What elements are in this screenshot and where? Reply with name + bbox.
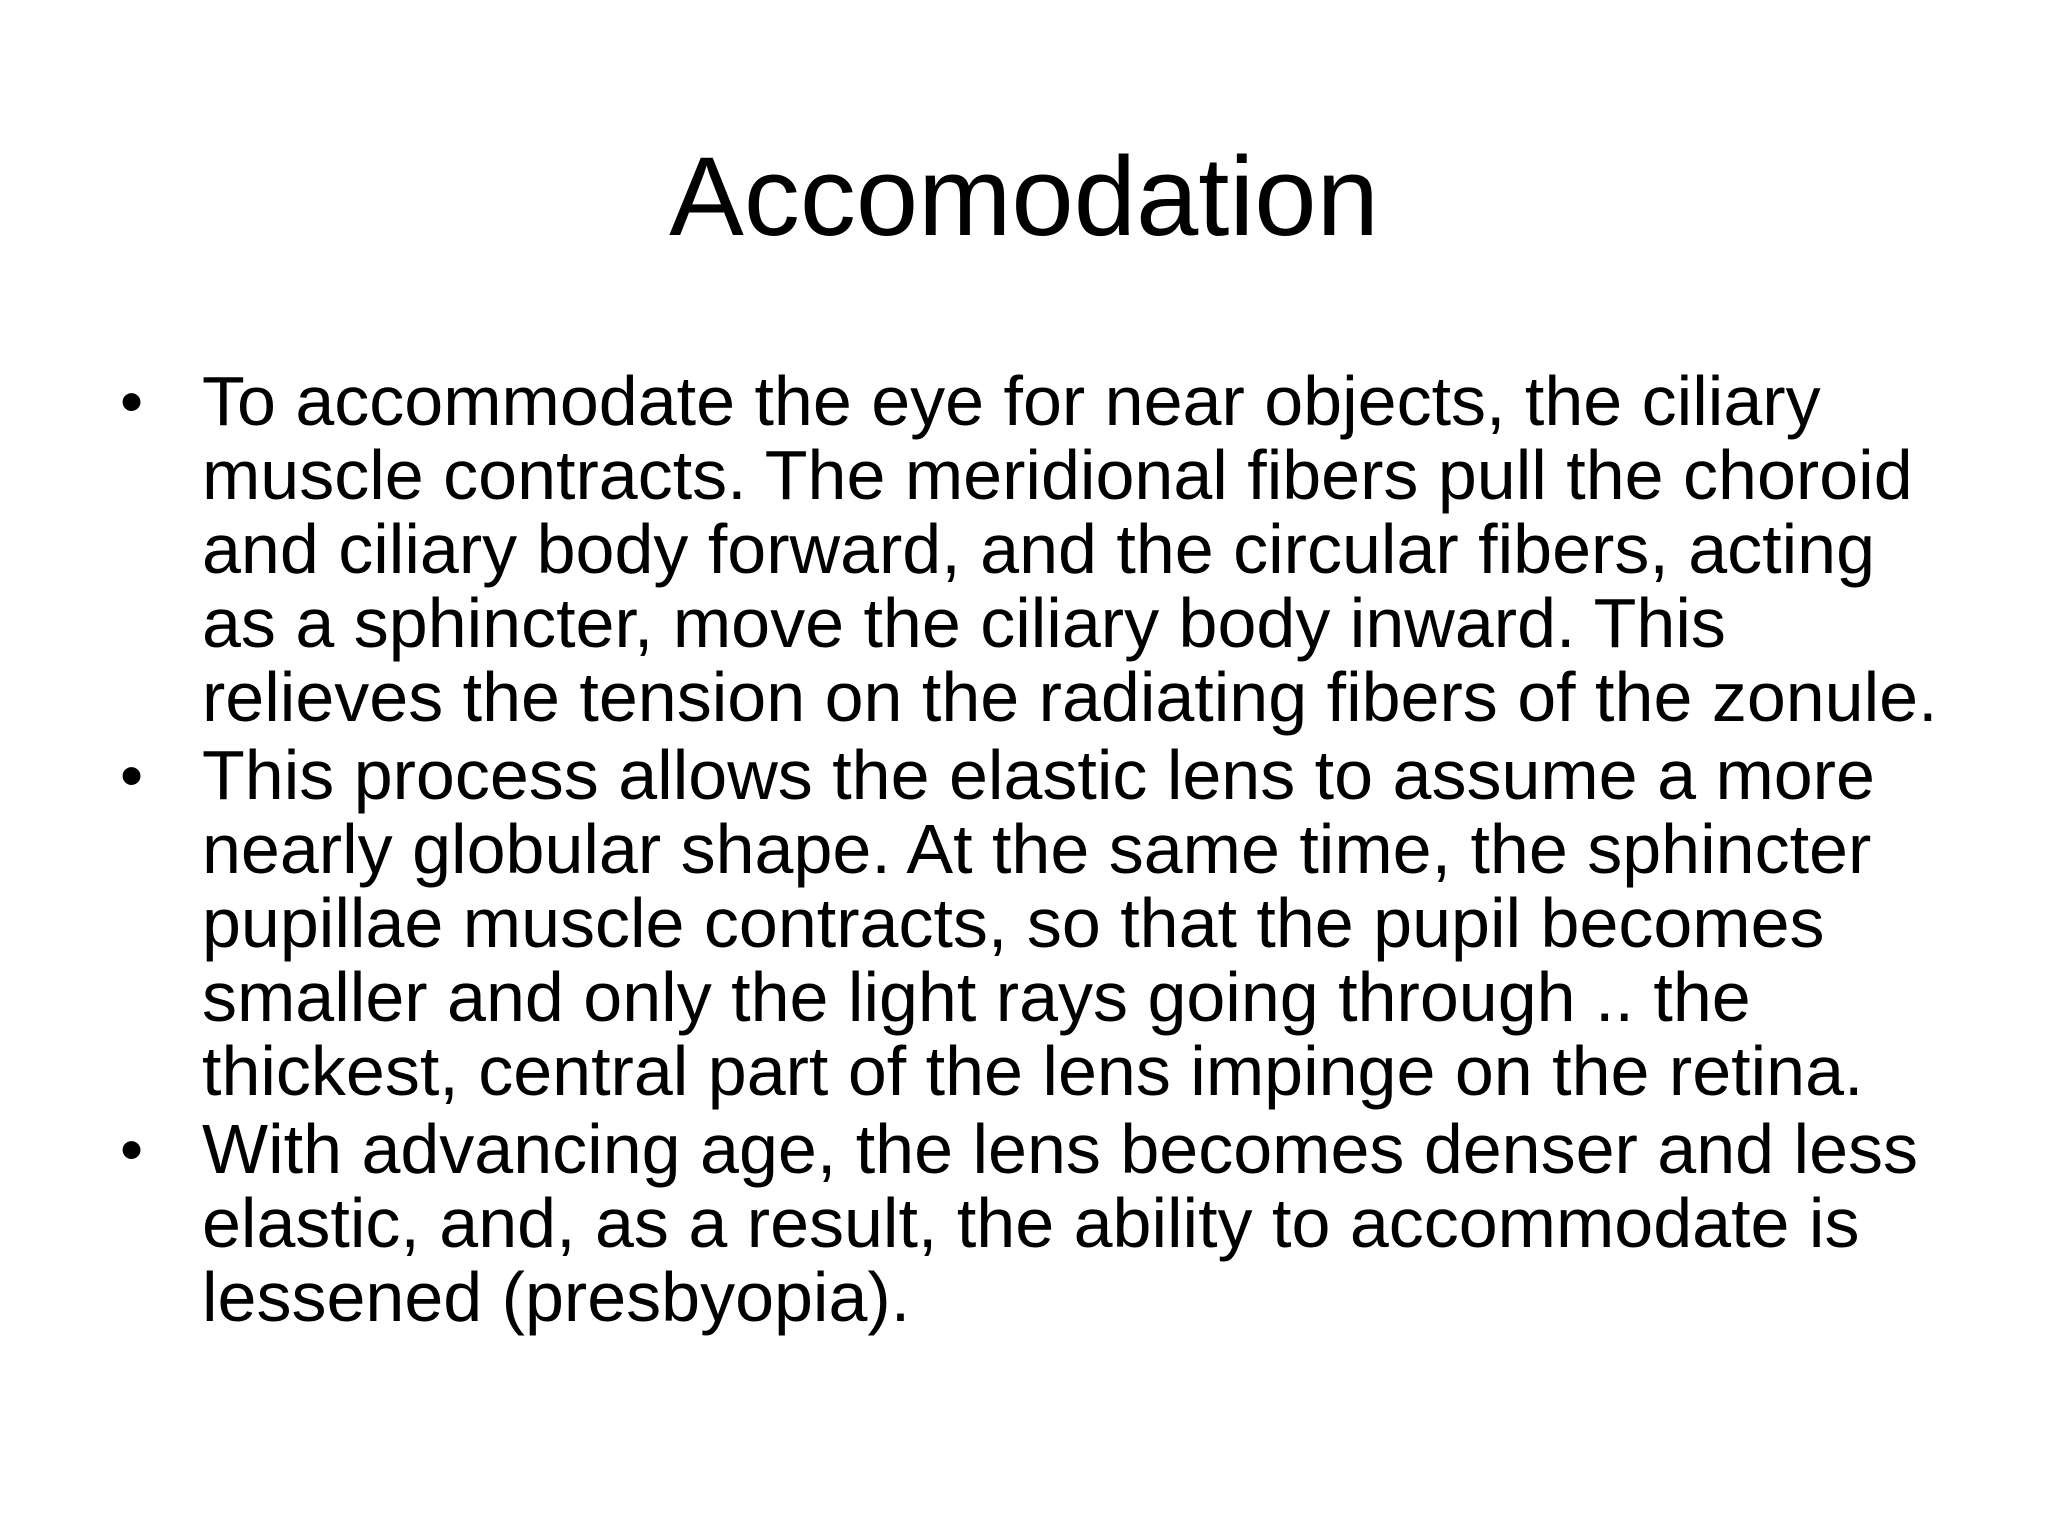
- bullet-marker-icon: •: [120, 364, 144, 438]
- bullet-list: [118, 364, 1953, 1338]
- bullet-text-2: This process allows the elastic lens to assume a more nearly globular shape. At the same time, the sphincter pupillae muscle contracts, so that the pupil becomes smaller and only the light rays going through .. the thickest, central part of the lens impinge on the retina.: [202, 736, 1875, 1110]
- bullet-marker-icon: •: [120, 1112, 144, 1186]
- bullet-text-1: To accommodate the eye for near objects, the ciliary muscle contracts. The meridional fibers pull the choroid and ciliary body forward, and the circular fibers, acting as a sphincter, move the ciliary body inward. This relieves the tension on the radiating fibers of the zonule.: [202, 362, 1938, 736]
- bullet-marker-icon: •: [120, 738, 144, 812]
- bullet-item-1: [118, 364, 1953, 734]
- bullet-text-3: With advancing age, the lens becomes denser and less elastic, and, as a result, the ability to accommodate is lessened (presbyopia).: [202, 1110, 1919, 1336]
- bullet-item-2: [118, 738, 1953, 1108]
- bullet-item-3: [118, 1112, 1953, 1334]
- slide-title: Accomodation: [669, 134, 1379, 259]
